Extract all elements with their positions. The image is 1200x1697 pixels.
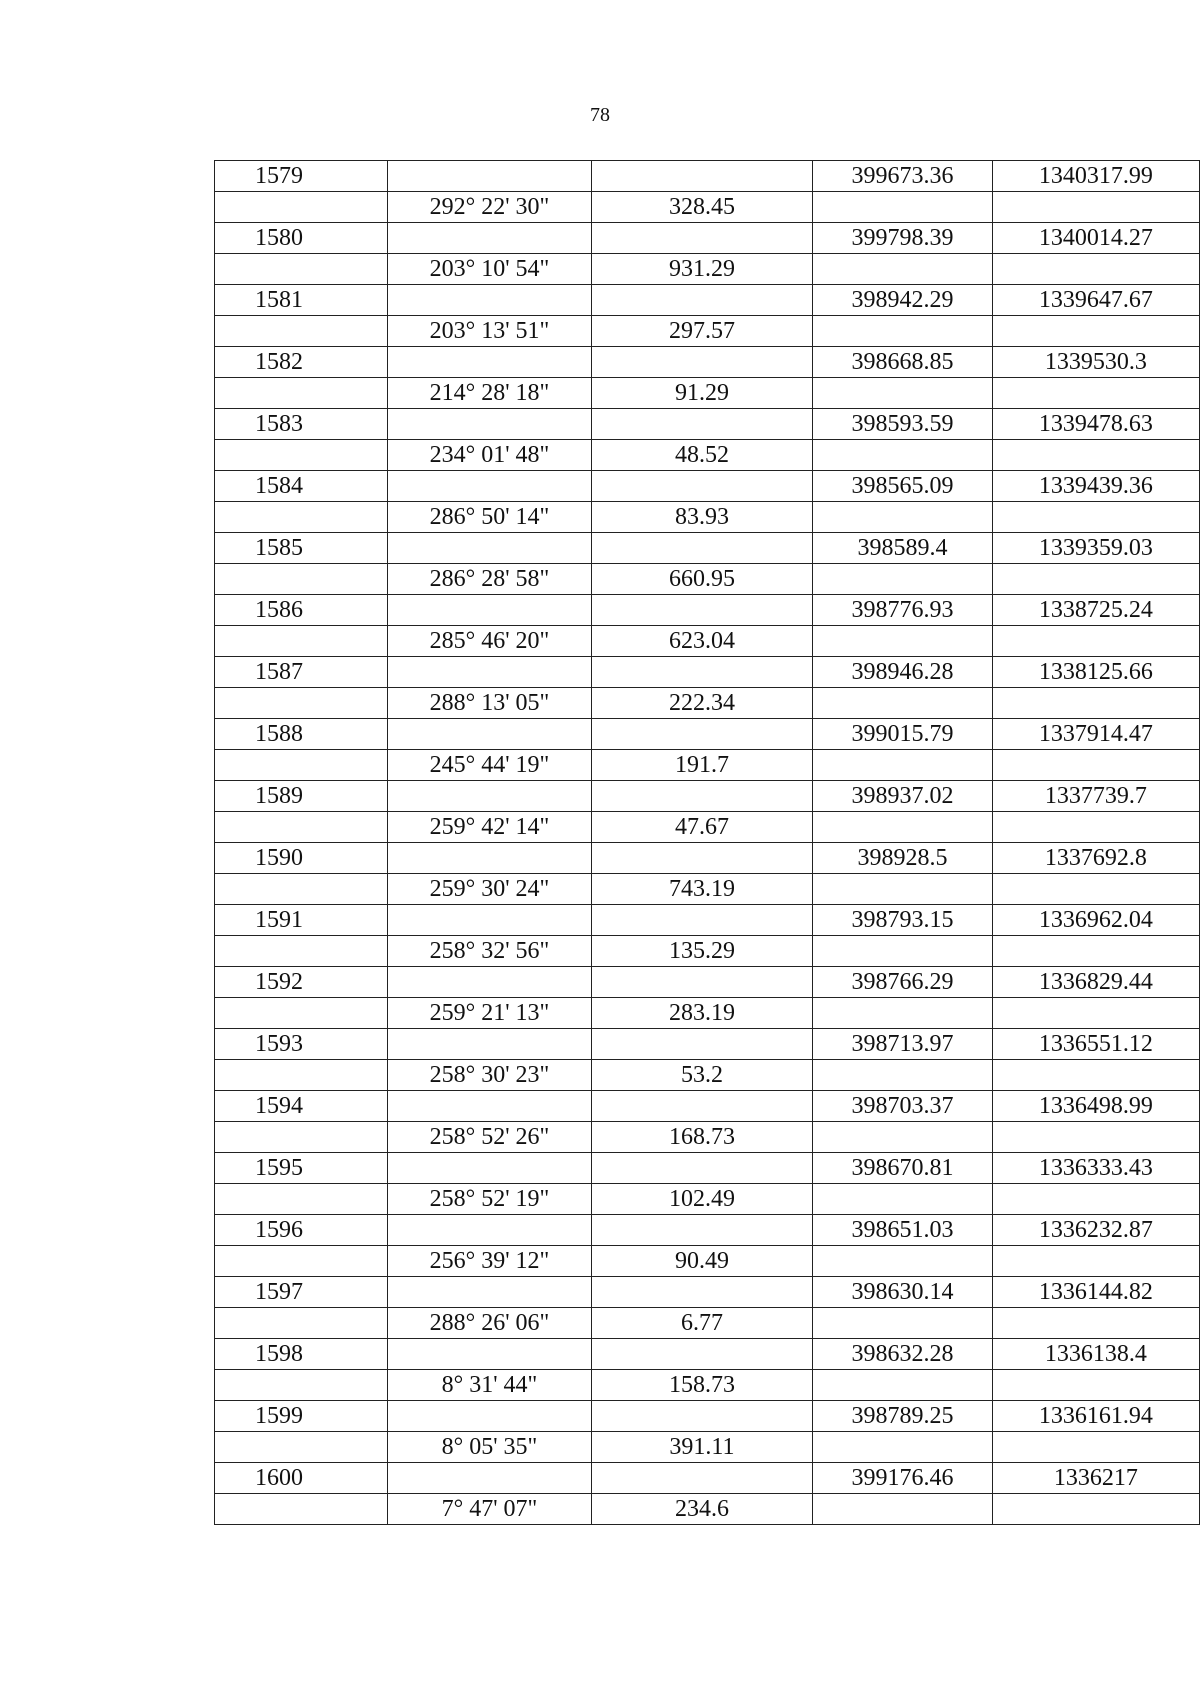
station-cell: 1591 — [215, 905, 388, 936]
easting-cell: 1340014.27 — [992, 223, 1199, 254]
bearing-cell: 259° 21' 13" — [388, 998, 591, 1029]
point-row — [215, 347, 1200, 378]
northing-cell — [813, 1246, 992, 1277]
northing-cell — [813, 1184, 992, 1215]
distance-cell: 660.95 — [591, 564, 813, 595]
easting-cell — [992, 874, 1199, 905]
course-row — [215, 688, 1200, 719]
point-row — [215, 1401, 1200, 1432]
station-cell — [215, 998, 388, 1029]
easting-cell — [992, 1060, 1199, 1091]
easting-cell: 1336232.87 — [992, 1215, 1199, 1246]
station-cell: 1599 — [215, 1401, 388, 1432]
northing-cell — [813, 1432, 992, 1463]
bearing-cell — [388, 161, 591, 192]
distance-cell — [591, 1339, 813, 1370]
easting-cell: 1339439.36 — [992, 471, 1199, 502]
northing-cell — [813, 750, 992, 781]
station-cell — [215, 1184, 388, 1215]
point-row — [215, 781, 1200, 812]
bearing-cell: 214° 28' 18" — [388, 378, 591, 409]
station-cell — [215, 192, 388, 223]
bearing-cell — [388, 223, 591, 254]
distance-cell — [591, 1277, 813, 1308]
distance-cell — [591, 1029, 813, 1060]
point-row — [215, 223, 1200, 254]
northing-cell — [813, 316, 992, 347]
northing-cell — [813, 564, 992, 595]
station-cell: 1584 — [215, 471, 388, 502]
northing-cell — [813, 440, 992, 471]
easting-cell — [992, 192, 1199, 223]
easting-cell: 1340317.99 — [992, 161, 1199, 192]
station-cell — [215, 378, 388, 409]
course-row — [215, 874, 1200, 905]
northing-cell: 398789.25 — [813, 1401, 992, 1432]
distance-cell: 234.6 — [591, 1494, 813, 1525]
course-row — [215, 1494, 1200, 1525]
bearing-cell — [388, 1091, 591, 1122]
distance-cell: 328.45 — [591, 192, 813, 223]
point-row — [215, 1277, 1200, 1308]
station-cell: 1587 — [215, 657, 388, 688]
bearing-cell — [388, 1277, 591, 1308]
northing-cell: 399673.36 — [813, 161, 992, 192]
bearing-cell: 286° 50' 14" — [388, 502, 591, 533]
point-row — [215, 595, 1200, 626]
station-cell — [215, 502, 388, 533]
course-row — [215, 626, 1200, 657]
station-cell — [215, 688, 388, 719]
northing-cell — [813, 378, 992, 409]
distance-cell — [591, 347, 813, 378]
course-row — [215, 316, 1200, 347]
easting-cell — [992, 316, 1199, 347]
easting-cell: 1338125.66 — [992, 657, 1199, 688]
distance-cell — [591, 1463, 813, 1494]
distance-cell — [591, 781, 813, 812]
bearing-cell: 288° 13' 05" — [388, 688, 591, 719]
easting-cell: 1336138.4 — [992, 1339, 1199, 1370]
easting-cell — [992, 1122, 1199, 1153]
easting-cell — [992, 1246, 1199, 1277]
distance-cell — [591, 161, 813, 192]
distance-cell: 623.04 — [591, 626, 813, 657]
course-row — [215, 1432, 1200, 1463]
distance-cell — [591, 595, 813, 626]
northing-cell — [813, 812, 992, 843]
northing-cell: 398713.97 — [813, 1029, 992, 1060]
distance-cell — [591, 409, 813, 440]
northing-cell — [813, 1060, 992, 1091]
distance-cell — [591, 223, 813, 254]
northing-cell: 399015.79 — [813, 719, 992, 750]
course-row — [215, 998, 1200, 1029]
distance-cell: 91.29 — [591, 378, 813, 409]
course-row — [215, 1308, 1200, 1339]
distance-cell: 102.49 — [591, 1184, 813, 1215]
course-row — [215, 812, 1200, 843]
table-body — [215, 161, 1200, 1525]
easting-cell — [992, 626, 1199, 657]
easting-cell: 1336161.94 — [992, 1401, 1199, 1432]
station-cell: 1600 — [215, 1463, 388, 1494]
easting-cell — [992, 1432, 1199, 1463]
station-cell — [215, 1122, 388, 1153]
distance-cell: 47.67 — [591, 812, 813, 843]
easting-cell: 1336333.43 — [992, 1153, 1199, 1184]
easting-cell: 1336217 — [992, 1463, 1199, 1494]
course-row — [215, 750, 1200, 781]
distance-cell — [591, 657, 813, 688]
distance-cell: 6.77 — [591, 1308, 813, 1339]
point-row — [215, 719, 1200, 750]
northing-cell: 398776.93 — [813, 595, 992, 626]
easting-cell — [992, 1370, 1199, 1401]
easting-cell — [992, 1184, 1199, 1215]
bearing-cell: 285° 46' 20" — [388, 626, 591, 657]
northing-cell: 398946.28 — [813, 657, 992, 688]
easting-cell — [992, 750, 1199, 781]
bearing-cell — [388, 285, 591, 316]
point-row — [215, 1153, 1200, 1184]
bearing-cell — [388, 1153, 591, 1184]
easting-cell: 1336498.99 — [992, 1091, 1199, 1122]
easting-cell: 1337739.7 — [992, 781, 1199, 812]
easting-cell — [992, 688, 1199, 719]
northing-cell: 398589.4 — [813, 533, 992, 564]
bearing-cell — [388, 843, 591, 874]
easting-cell — [992, 440, 1199, 471]
course-row — [215, 1246, 1200, 1277]
bearing-cell — [388, 1029, 591, 1060]
station-cell — [215, 626, 388, 657]
easting-cell: 1339647.67 — [992, 285, 1199, 316]
bearing-cell — [388, 967, 591, 998]
course-row — [215, 378, 1200, 409]
bearing-cell — [388, 409, 591, 440]
easting-cell — [992, 564, 1199, 595]
northing-cell: 398937.02 — [813, 781, 992, 812]
northing-cell — [813, 502, 992, 533]
station-cell — [215, 936, 388, 967]
bearing-cell — [388, 781, 591, 812]
station-cell: 1588 — [215, 719, 388, 750]
bearing-cell — [388, 1215, 591, 1246]
distance-cell: 53.2 — [591, 1060, 813, 1091]
distance-cell — [591, 843, 813, 874]
point-row — [215, 1215, 1200, 1246]
point-row — [215, 967, 1200, 998]
station-cell — [215, 254, 388, 285]
station-cell: 1590 — [215, 843, 388, 874]
distance-cell: 743.19 — [591, 874, 813, 905]
distance-cell — [591, 905, 813, 936]
station-cell: 1596 — [215, 1215, 388, 1246]
bearing-cell — [388, 657, 591, 688]
course-row — [215, 254, 1200, 285]
easting-cell — [992, 1308, 1199, 1339]
northing-cell: 398766.29 — [813, 967, 992, 998]
station-cell: 1579 — [215, 161, 388, 192]
easting-cell: 1336144.82 — [992, 1277, 1199, 1308]
northing-cell — [813, 936, 992, 967]
northing-cell: 398651.03 — [813, 1215, 992, 1246]
northing-cell — [813, 254, 992, 285]
station-cell: 1583 — [215, 409, 388, 440]
bearing-cell: 8° 31' 44" — [388, 1370, 591, 1401]
distance-cell: 283.19 — [591, 998, 813, 1029]
northing-cell: 398668.85 — [813, 347, 992, 378]
northing-cell: 398793.15 — [813, 905, 992, 936]
course-row — [215, 936, 1200, 967]
distance-cell: 391.11 — [591, 1432, 813, 1463]
bearing-cell: 203° 10' 54" — [388, 254, 591, 285]
easting-cell: 1339478.63 — [992, 409, 1199, 440]
distance-cell: 158.73 — [591, 1370, 813, 1401]
distance-cell: 931.29 — [591, 254, 813, 285]
bearing-cell: 259° 30' 24" — [388, 874, 591, 905]
easting-cell — [992, 254, 1199, 285]
page-number: 78 — [590, 104, 610, 126]
bearing-cell: 203° 13' 51" — [388, 316, 591, 347]
bearing-cell: 288° 26' 06" — [388, 1308, 591, 1339]
station-cell: 1593 — [215, 1029, 388, 1060]
distance-cell: 83.93 — [591, 502, 813, 533]
northing-cell — [813, 1370, 992, 1401]
bearing-cell — [388, 1339, 591, 1370]
station-cell — [215, 1494, 388, 1525]
point-row — [215, 657, 1200, 688]
station-cell: 1589 — [215, 781, 388, 812]
distance-cell: 191.7 — [591, 750, 813, 781]
easting-cell: 1338725.24 — [992, 595, 1199, 626]
northing-cell — [813, 1494, 992, 1525]
station-cell: 1598 — [215, 1339, 388, 1370]
station-cell: 1582 — [215, 347, 388, 378]
northing-cell — [813, 192, 992, 223]
station-cell — [215, 316, 388, 347]
point-row — [215, 905, 1200, 936]
station-cell — [215, 564, 388, 595]
station-cell — [215, 1060, 388, 1091]
point-row — [215, 843, 1200, 874]
bearing-cell — [388, 1463, 591, 1494]
bearing-cell — [388, 595, 591, 626]
station-cell: 1585 — [215, 533, 388, 564]
easting-cell — [992, 378, 1199, 409]
point-row — [215, 1091, 1200, 1122]
station-cell — [215, 1432, 388, 1463]
northing-cell: 399176.46 — [813, 1463, 992, 1494]
easting-cell: 1339530.3 — [992, 347, 1199, 378]
distance-cell — [591, 719, 813, 750]
bearing-cell: 258° 32' 56" — [388, 936, 591, 967]
easting-cell: 1336829.44 — [992, 967, 1199, 998]
bearing-cell: 234° 01' 48" — [388, 440, 591, 471]
point-row — [215, 533, 1200, 564]
northing-cell: 398942.29 — [813, 285, 992, 316]
northing-cell — [813, 998, 992, 1029]
bearing-cell — [388, 533, 591, 564]
course-row — [215, 440, 1200, 471]
bearing-cell — [388, 719, 591, 750]
bearing-cell — [388, 471, 591, 502]
bearing-cell: 7° 47' 07" — [388, 1494, 591, 1525]
distance-cell: 297.57 — [591, 316, 813, 347]
northing-cell — [813, 1308, 992, 1339]
distance-cell — [591, 1215, 813, 1246]
easting-cell — [992, 1494, 1199, 1525]
northing-cell: 398670.81 — [813, 1153, 992, 1184]
easting-cell: 1337914.47 — [992, 719, 1199, 750]
point-row — [215, 1463, 1200, 1494]
distance-cell — [591, 1153, 813, 1184]
easting-cell: 1336962.04 — [992, 905, 1199, 936]
point-row — [215, 285, 1200, 316]
distance-cell — [591, 1401, 813, 1432]
distance-cell — [591, 471, 813, 502]
course-row — [215, 1060, 1200, 1091]
station-cell — [215, 1370, 388, 1401]
distance-cell — [591, 967, 813, 998]
survey-coordinates-table — [214, 160, 1200, 1525]
course-row — [215, 502, 1200, 533]
bearing-cell — [388, 347, 591, 378]
station-cell: 1580 — [215, 223, 388, 254]
northing-cell — [813, 626, 992, 657]
northing-cell — [813, 874, 992, 905]
point-row — [215, 161, 1200, 192]
point-row — [215, 471, 1200, 502]
bearing-cell: 245° 44' 19" — [388, 750, 591, 781]
course-row — [215, 192, 1200, 223]
bearing-cell: 256° 39' 12" — [388, 1246, 591, 1277]
easting-cell: 1336551.12 — [992, 1029, 1199, 1060]
course-row — [215, 1122, 1200, 1153]
easting-cell — [992, 812, 1199, 843]
distance-cell — [591, 1091, 813, 1122]
northing-cell: 398593.59 — [813, 409, 992, 440]
station-cell: 1595 — [215, 1153, 388, 1184]
bearing-cell: 259° 42' 14" — [388, 812, 591, 843]
station-cell: 1586 — [215, 595, 388, 626]
northing-cell — [813, 1122, 992, 1153]
easting-cell: 1337692.8 — [992, 843, 1199, 874]
northing-cell — [813, 688, 992, 719]
bearing-cell — [388, 1401, 591, 1432]
easting-cell — [992, 998, 1199, 1029]
station-cell: 1581 — [215, 285, 388, 316]
easting-cell — [992, 502, 1199, 533]
distance-cell: 135.29 — [591, 936, 813, 967]
course-row — [215, 1184, 1200, 1215]
easting-cell — [992, 936, 1199, 967]
distance-cell: 90.49 — [591, 1246, 813, 1277]
bearing-cell: 258° 52' 19" — [388, 1184, 591, 1215]
distance-cell: 48.52 — [591, 440, 813, 471]
northing-cell: 398565.09 — [813, 471, 992, 502]
northing-cell: 399798.39 — [813, 223, 992, 254]
point-row — [215, 1029, 1200, 1060]
station-cell: 1597 — [215, 1277, 388, 1308]
station-cell — [215, 812, 388, 843]
point-row — [215, 1339, 1200, 1370]
bearing-cell: 258° 52' 26" — [388, 1122, 591, 1153]
northing-cell: 398928.5 — [813, 843, 992, 874]
bearing-cell: 258° 30' 23" — [388, 1060, 591, 1091]
northing-cell: 398632.28 — [813, 1339, 992, 1370]
course-row — [215, 564, 1200, 595]
course-row — [215, 1370, 1200, 1401]
station-cell — [215, 750, 388, 781]
point-row — [215, 409, 1200, 440]
bearing-cell: 292° 22' 30" — [388, 192, 591, 223]
distance-cell: 222.34 — [591, 688, 813, 719]
northing-cell: 398703.37 — [813, 1091, 992, 1122]
station-cell — [215, 874, 388, 905]
station-cell: 1592 — [215, 967, 388, 998]
northing-cell: 398630.14 — [813, 1277, 992, 1308]
station-cell — [215, 440, 388, 471]
station-cell — [215, 1308, 388, 1339]
bearing-cell: 8° 05' 35" — [388, 1432, 591, 1463]
distance-cell: 168.73 — [591, 1122, 813, 1153]
station-cell: 1594 — [215, 1091, 388, 1122]
bearing-cell: 286° 28' 58" — [388, 564, 591, 595]
bearing-cell — [388, 905, 591, 936]
easting-cell: 1339359.03 — [992, 533, 1199, 564]
distance-cell — [591, 285, 813, 316]
distance-cell — [591, 533, 813, 564]
station-cell — [215, 1246, 388, 1277]
